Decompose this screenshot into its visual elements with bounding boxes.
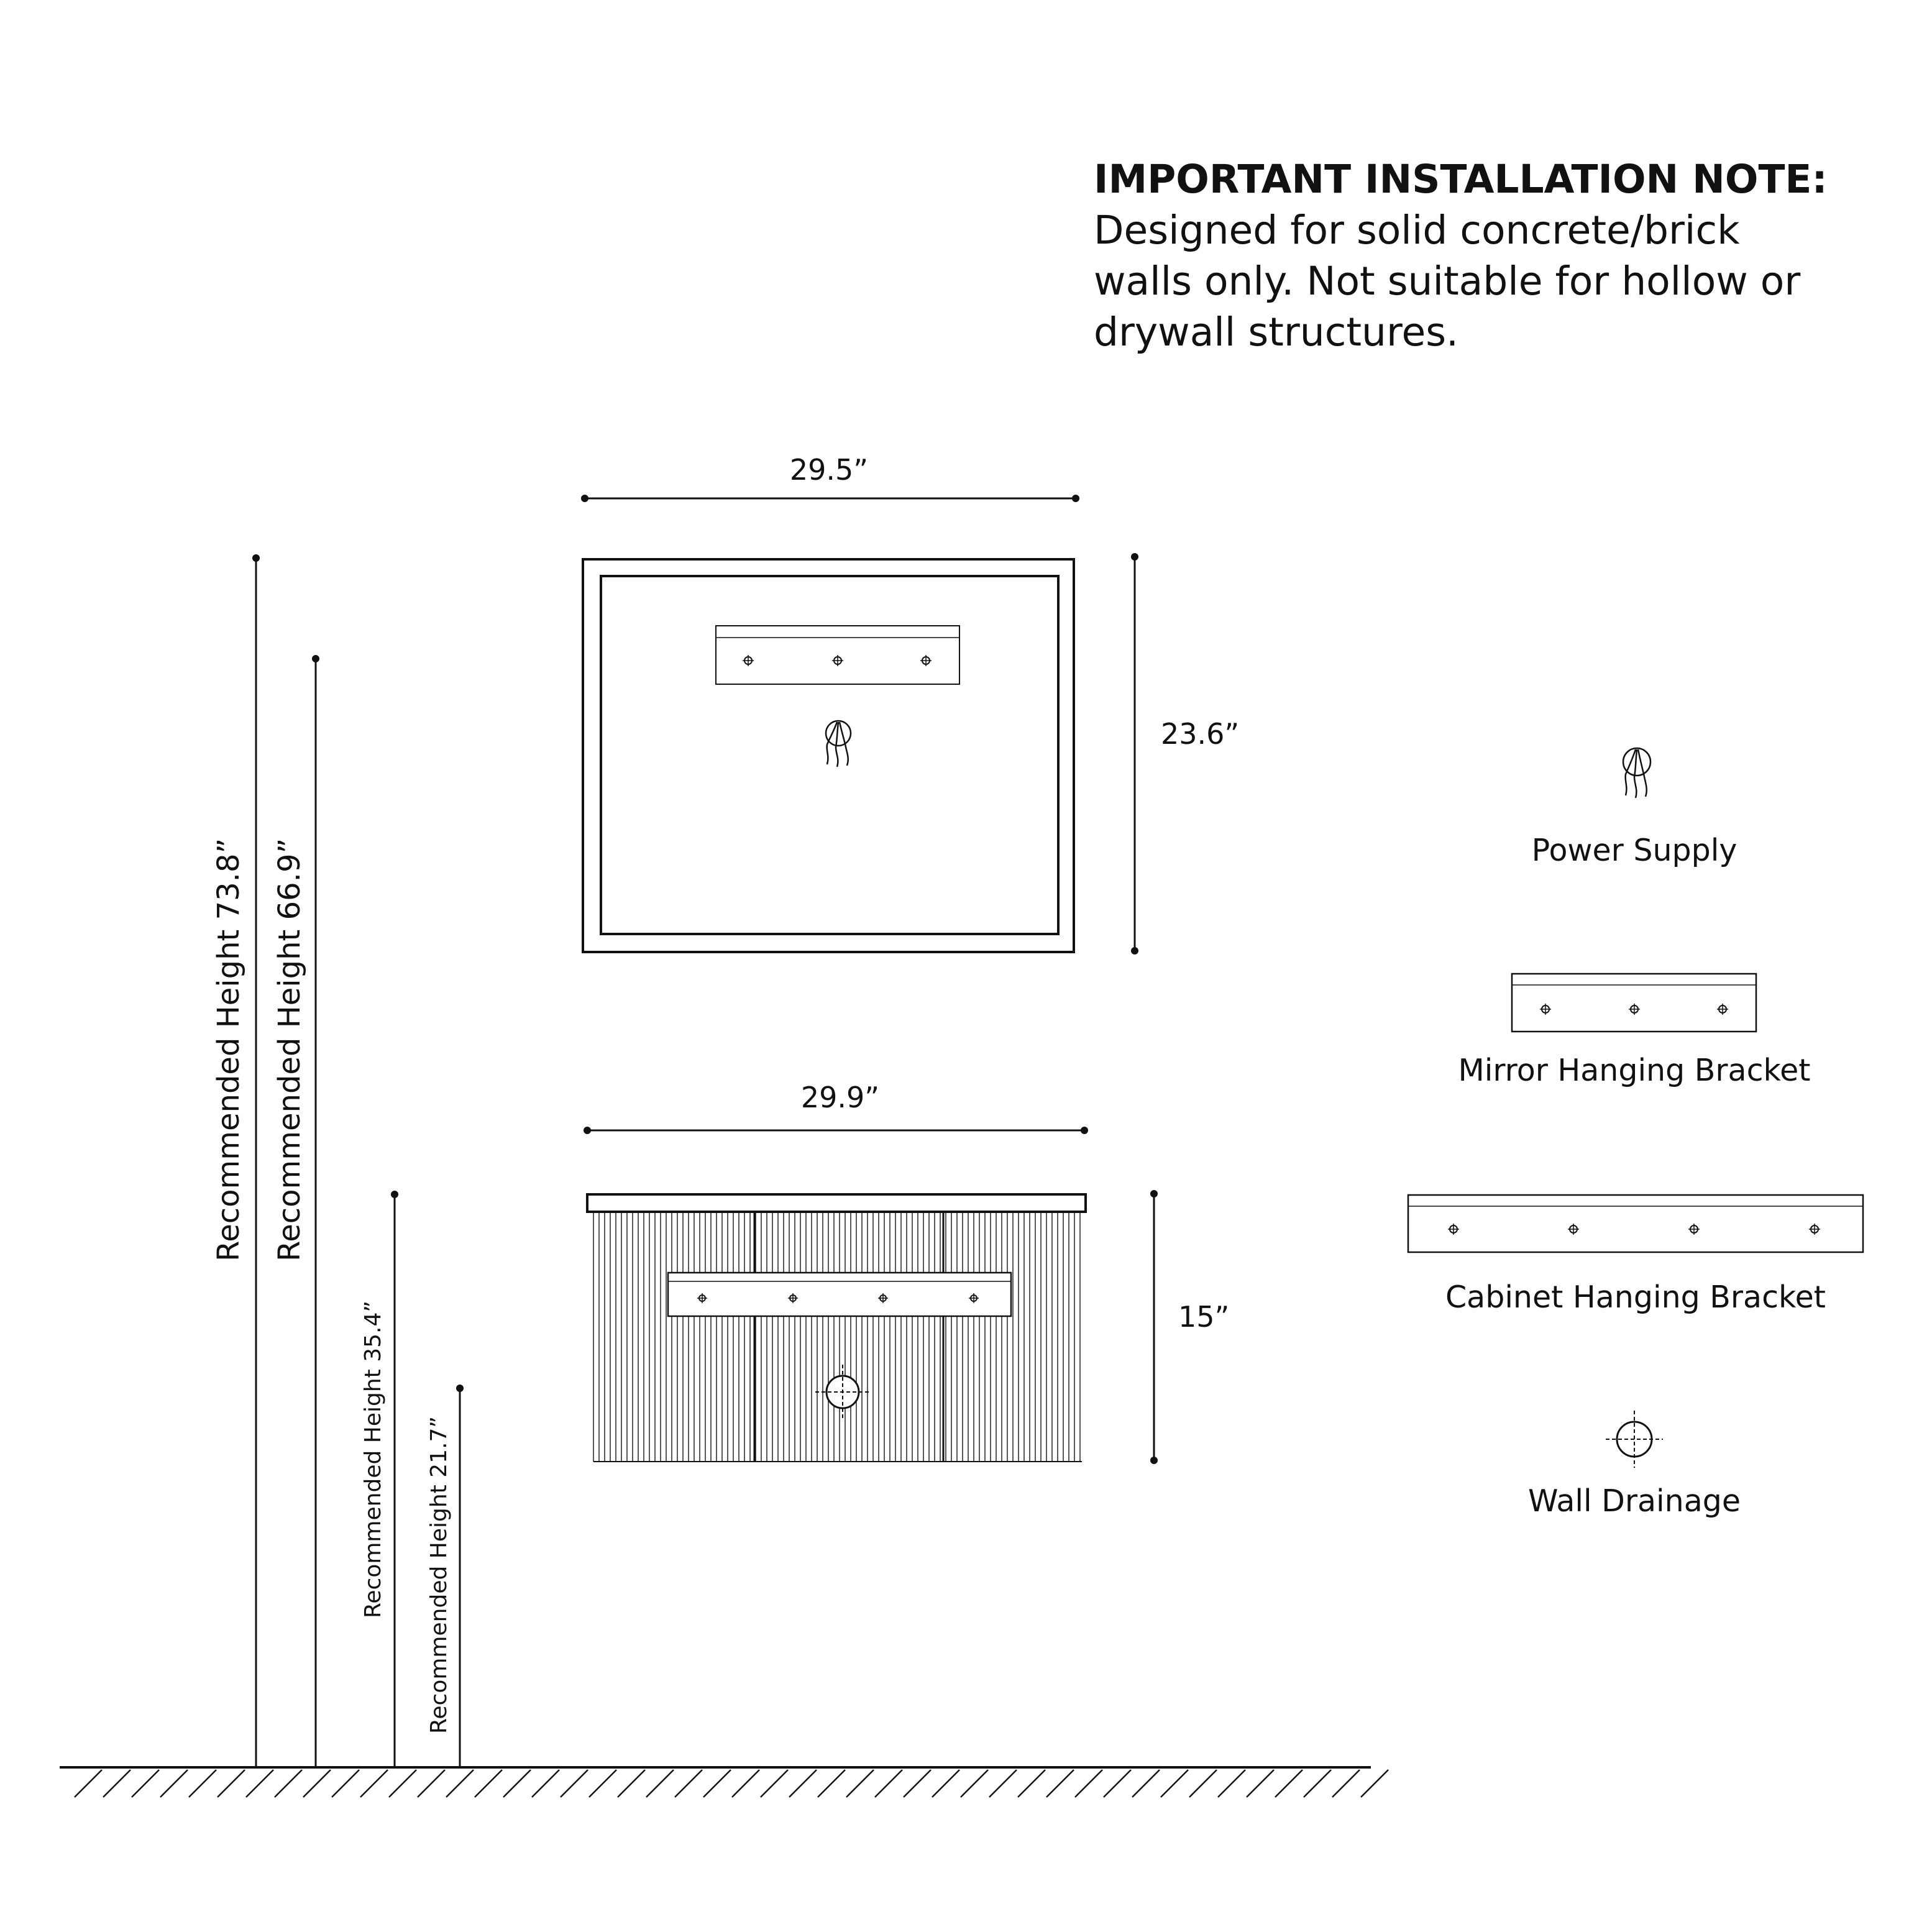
legend-wall-drainage-label: Wall Drainage [1528,1483,1741,1519]
hatch-line [989,1770,1017,1797]
hatch-line [875,1770,902,1797]
legend-cabinet-bracket-label: Cabinet Hanging Bracket [1445,1280,1826,1315]
mirror-drawing [583,559,1074,952]
hatch-line [389,1770,416,1797]
hatch-line [246,1770,273,1797]
hatch-line [818,1770,845,1797]
hatch-line [1304,1770,1331,1797]
hatch-line [103,1770,130,1797]
hatch-line [1046,1770,1074,1797]
mirror-width-label: 29.5” [789,453,869,487]
height-label-21-7: Recommended Height 21.7” [426,1416,452,1734]
mirror-height-label: 23.6” [1161,717,1240,751]
hatch-line [589,1770,616,1797]
hatch-line [1189,1770,1217,1797]
height-line-73-8 [211,554,260,1767]
hatch-line [1104,1770,1131,1797]
hatch-line [360,1770,388,1797]
legend-wall-drainage-icon [1606,1411,1663,1468]
legend-power-supply-icon [1623,748,1650,798]
legend-cabinet-bracket-icon [1408,1195,1863,1252]
hatch-line [703,1770,731,1797]
hatch-line [160,1770,188,1797]
hatch-line [418,1770,445,1797]
legend-power-supply-label: Power Supply [1531,833,1737,868]
hatch-line [961,1770,988,1797]
hatch-line [1247,1770,1274,1797]
hatch-line [904,1770,931,1797]
legend-mirror-bracket-icon [1512,974,1756,1032]
mirror-inner-frame [601,576,1058,934]
hatch-line [303,1770,331,1797]
hatch-line [1161,1770,1188,1797]
cabinet-width-label: 29.9” [800,1081,880,1114]
hatch-line [532,1770,559,1797]
hatch-line [446,1770,474,1797]
hatch-line [732,1770,759,1797]
installation-note-title: IMPORTANT INSTALLATION NOTE: [1094,157,1828,202]
cabinet-countertop [587,1194,1086,1212]
hatch-line [646,1770,674,1797]
hatch-line [1132,1770,1160,1797]
height-line-66-9 [272,655,319,1767]
hatch-line [1332,1770,1360,1797]
hatch-line [189,1770,216,1797]
hatch-line [132,1770,159,1797]
height-line-21-7 [426,1385,464,1767]
cabinet-width-dimension [584,1081,1088,1134]
cabinet-fluted-front [593,1212,1080,1462]
hatch-line [932,1770,959,1797]
mirror-bracket-on-mirror [716,626,959,684]
cabinet-height-label: 15” [1178,1300,1230,1334]
power-supply-icon [826,721,851,767]
hatch-line [332,1770,359,1797]
hatch-line [618,1770,645,1797]
hatch-line [217,1770,245,1797]
hatch-line [503,1770,531,1797]
hatch-line [1075,1770,1102,1797]
cabinet-bracket-on-cabinet [668,1273,1011,1316]
hatch-line [789,1770,817,1797]
height-label-73-8: Recommended Height 73.8” [211,838,246,1261]
cabinet-height-dimension [1150,1190,1229,1464]
hatch-line [561,1770,588,1797]
mirror-height-dimension [1131,553,1239,955]
cabinet-drawing [587,1194,1086,1462]
floor-hatching [75,1770,1388,1797]
hatch-line [1018,1770,1045,1797]
mirror-width-dimension [581,453,1079,502]
height-line-35-4 [360,1191,398,1767]
hatch-line [761,1770,788,1797]
hatch-line [275,1770,302,1797]
installation-note-line-1: Designed for solid concrete/brick [1094,208,1740,253]
installation-note-line-3: drywall structures. [1094,309,1459,355]
height-label-66-9: Recommended Height 66.9” [272,838,307,1261]
hatch-line [1218,1770,1245,1797]
hatch-line [75,1770,102,1797]
hatch-line [1361,1770,1388,1797]
hatch-line [1275,1770,1302,1797]
height-label-35-4: Recommended Height 35.4” [360,1300,386,1618]
hatch-line [846,1770,874,1797]
hatch-line [475,1770,502,1797]
hatch-line [675,1770,702,1797]
installation-note-line-2: walls only. Not suitable for hollow or [1094,259,1801,304]
legend-mirror-bracket-label: Mirror Hanging Bracket [1458,1053,1811,1088]
floor-line [60,1767,1388,1797]
